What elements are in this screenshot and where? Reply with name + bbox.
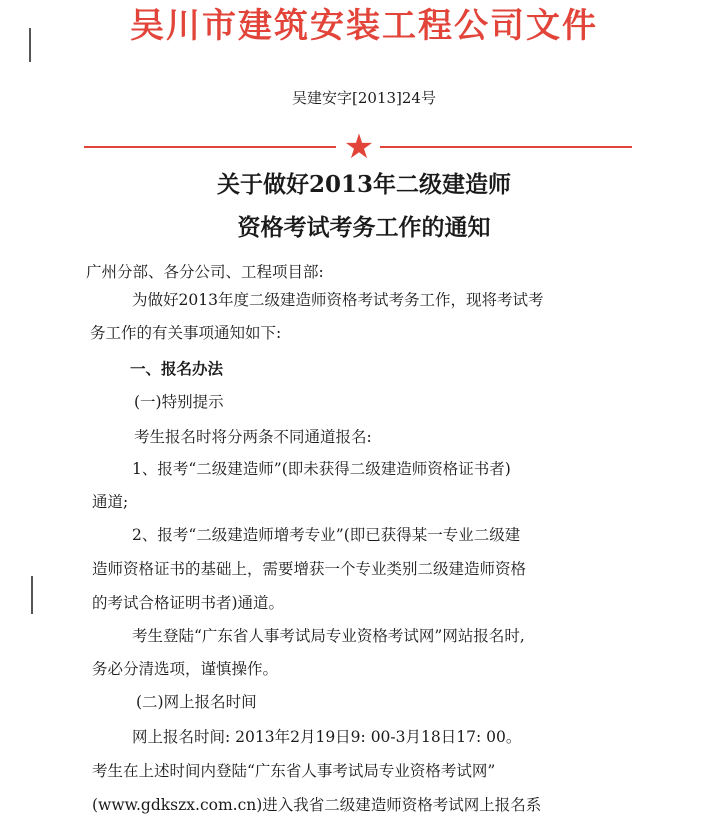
- body-paragraph-line: 考生在上述时间内登陆“广东省人事考试局专业资格考试网”: [92, 762, 496, 780]
- subsection-heading: (二)网上报名时间: [136, 693, 257, 711]
- body-paragraph-line: 考生报名时将分两条不同通道报名:: [134, 428, 372, 446]
- scan-margin-mark: [31, 576, 33, 614]
- list-item-line: 的考试合格证明书者)通道。: [92, 594, 285, 612]
- red-star-icon: ★: [343, 127, 375, 167]
- list-item-line: 造师资格证书的基础上，需要增获一个专业类别二级建造师资格: [92, 560, 527, 578]
- notice-title-line-2: 资格考试考务工作的通知: [237, 214, 491, 241]
- subsection-heading: (一)特别提示: [134, 393, 224, 411]
- document-number: 吴建安字[2013]24号: [292, 89, 436, 107]
- intro-paragraph-line: 为做好2013年度二级建造师资格考试考务工作，现将考试考: [132, 291, 544, 309]
- body-paragraph-line: 考生登陆“广东省人事考试局专业资格考试网”网站报名时,: [132, 627, 525, 645]
- issuer-header-title: 吴川市建筑安装工程公司文件: [130, 6, 598, 46]
- list-item-line: 2、报考“二级建造师增考专业”(即已获得某一专业二级建: [132, 526, 521, 544]
- red-divider-left: [84, 146, 336, 148]
- body-paragraph-line: (www.gdkszx.com.cn)进入我省二级建造师资格考试网上报名系: [92, 796, 542, 814]
- list-item-line: 1、报考“二级建造师”(即未获得二级建造师资格证书者): [132, 460, 511, 478]
- body-paragraph-line: 务必分清选项，谨慎操作。: [92, 660, 279, 678]
- list-item-line: 通道;: [92, 493, 129, 511]
- section-heading: 一、报名办法: [130, 359, 224, 378]
- intro-paragraph-line: 务工作的有关事项通知如下:: [90, 324, 282, 342]
- red-divider-right: [380, 146, 632, 148]
- body-paragraph-line: 网上报名时间: 2013年2月19日9: 00-3月18日17: 00。: [132, 728, 522, 746]
- addressee: 广州分部、各分公司、工程项目部:: [86, 263, 324, 281]
- notice-title-line-1: 关于做好2013年二级建造师: [216, 171, 511, 198]
